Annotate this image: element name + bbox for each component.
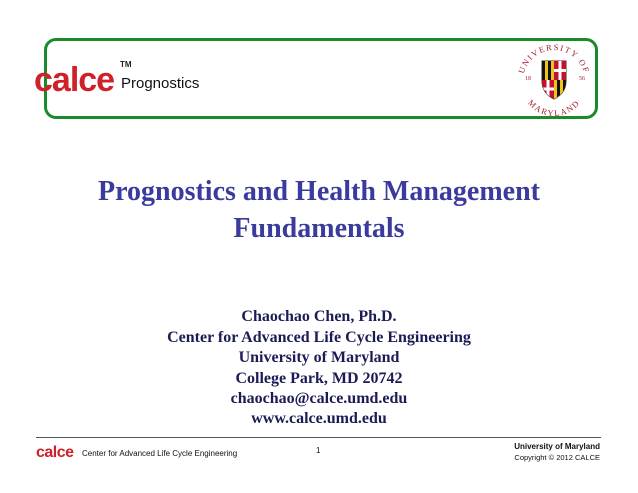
seal-text-top: UNIVERSITY OF [516,41,592,75]
author-name: Chaochao Chen, Ph.D. [241,308,397,325]
footer-page-number: 1 [316,446,321,455]
logo-trademark: TM [120,60,132,69]
author-university: University of Maryland [238,349,400,366]
footer-university: University of Maryland [514,442,600,451]
author-email[interactable]: chaochao@calce.umd.edu [230,390,408,407]
footer-copyright: Copyright © 2012 CALCE [514,453,600,462]
seal-text-bottom: MARYLAND [526,97,582,119]
author-website[interactable]: www.calce.umd.edu [251,410,387,427]
maryland-shield-icon [542,61,566,100]
footer-center-name: Center for Advanced Life Cycle Engineering [82,449,238,458]
title-line-2: Fundamentals [233,213,405,244]
svg-text:MARYLAND [526,98,582,119]
author-address: College Park, MD 20742 [235,370,403,387]
university-seal-icon [507,37,602,119]
footer-divider [36,437,601,438]
footer-calce-logo: calce [36,444,74,461]
seal-year-left: 18 [525,76,531,82]
logo-product-name: Prognostics [121,75,200,92]
title-line-1: Prognostics and Health Management [97,176,541,207]
logo-calce-word: calce [34,61,115,99]
seal-year-right: 56 [579,76,585,82]
author-organization: Center for Advanced Life Cycle Engineering [167,329,471,346]
